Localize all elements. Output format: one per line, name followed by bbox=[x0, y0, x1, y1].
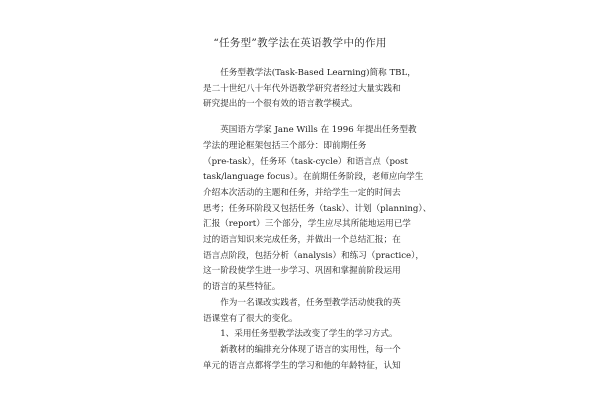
text-line: 介绍本次活动的主题和任务，并给学生一定的时间去 bbox=[203, 187, 401, 198]
text-line: 这一阶段使学生进一步学习、巩固和掌握前阶段运用 bbox=[203, 266, 401, 277]
paragraph-3 bbox=[203, 296, 408, 327]
text-line: 英国语方学家 Jane Wills 在 1996 年提出任务型教 bbox=[220, 125, 417, 136]
document-title: “任务型”教学法在英语教学中的作用 bbox=[213, 37, 387, 49]
paragraph-4 bbox=[203, 327, 408, 343]
text-line: 研究提出的一个很有效的语言教学模式。 bbox=[203, 99, 358, 110]
text-line: 语课堂有了很大的变化。 bbox=[203, 313, 298, 324]
text-line: 的语言的某些特征。 bbox=[203, 282, 281, 293]
text-line: 新教材的编排充分体现了语言的实用性，每一个 bbox=[220, 344, 401, 355]
text-line: 是二十世纪八十年代外语教学研究者经过大量实践和 bbox=[203, 83, 401, 94]
text-line: 单元的语言点都将学生的学习和他的年龄特征，认知 bbox=[203, 360, 401, 371]
text-line: 任务型教学法(Task-Based Learning)简称 TBL， bbox=[220, 68, 416, 78]
text-line: 汇报（report）三个部分，学生应尽其所能地运用已学 bbox=[203, 219, 411, 230]
document-body bbox=[203, 66, 432, 374]
text-line: （pre-task），任务环（task-cycle）和语言点（post bbox=[203, 156, 409, 167]
text-line: 1、采用任务型教学法改变了学生的学习方式。 bbox=[220, 329, 398, 340]
text-line: task/language focus）。在前期任务阶段，老师应向学生 bbox=[203, 172, 424, 183]
paragraph-2 bbox=[203, 123, 432, 296]
text-line: 过的语言知识来完成任务，并做出一个总结汇报；在 bbox=[203, 235, 401, 246]
paragraph-1 bbox=[203, 66, 416, 113]
text-line: 学法的理论框架包括三个部分：即前期任务 bbox=[203, 140, 367, 151]
text-line: 作为一名课改实践者，任务型教学活动使我的英 bbox=[220, 297, 401, 308]
paragraph-5 bbox=[203, 343, 408, 374]
text-line: 思考；任务环阶段又包括任务（task）、计划（planning）、 bbox=[203, 203, 432, 214]
text-line: 语言点阶段，包括分析（analysis）和练习（practice）， bbox=[203, 250, 424, 261]
